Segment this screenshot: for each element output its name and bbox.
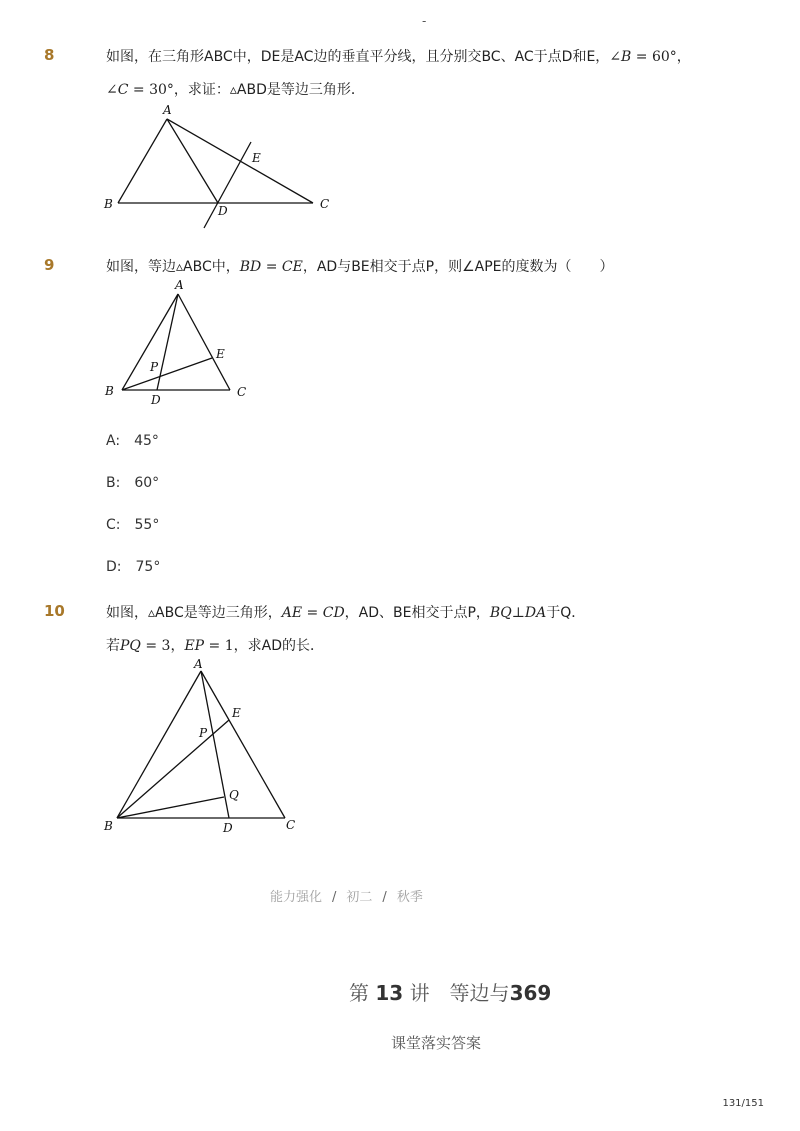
q9-segment-BE (122, 358, 212, 390)
q9-label-P: P (150, 360, 159, 374)
q9-math: CE (281, 259, 303, 275)
q8-label-D: D (218, 204, 228, 218)
footer-separator: / (382, 890, 387, 905)
q8-label-B: B (104, 197, 113, 211)
lecture-topic: 讲 等边与 (409, 981, 510, 1005)
figure-q9 (122, 294, 230, 390)
top-mark: - (422, 14, 427, 28)
q10-math: = 3 (140, 638, 171, 654)
q8-segment-AB (118, 119, 167, 203)
footer-meta-item: 初二 (346, 890, 373, 905)
q10-label-Q: Q (229, 788, 239, 802)
q10-label-P: P (199, 726, 208, 740)
q10-math: BQ (489, 605, 512, 621)
q10-text: ， (170, 638, 185, 654)
q10-math: AE (281, 605, 303, 621)
question-10-line-1 (106, 602, 585, 622)
q10-segment-AD (201, 671, 229, 818)
q10-text: ，AD、BE相交于点P， (344, 605, 490, 621)
question-9-number: 9 (44, 256, 55, 274)
q9-option-b[interactable] (106, 475, 159, 491)
q10-segment-AC (201, 671, 285, 818)
q9-text: 如图，等边▵ABC中， (106, 259, 240, 275)
q10-segment-BE (117, 720, 229, 818)
figure-q8 (118, 119, 313, 228)
q8-text: ，求证：▵ABD是等边三角形． (173, 82, 365, 98)
q10-label-B: B (104, 819, 113, 833)
footer-meta-item: 能力强化 (270, 890, 323, 905)
q10-label-D: D (223, 821, 233, 835)
q9-label-E: E (216, 347, 225, 361)
option-key: B: (106, 475, 121, 491)
q9-label-D: D (151, 393, 161, 407)
q10-math: DA (524, 605, 547, 621)
option-value: 60° (134, 475, 160, 491)
q8-text: ， (676, 49, 691, 65)
q8-label-A: A (163, 103, 172, 117)
q8-math: ∠C (106, 82, 129, 98)
q10-segment-AB (117, 671, 201, 818)
q9-label-B: B (105, 384, 114, 398)
q9-option-c[interactable] (106, 517, 159, 533)
answers-section-title: 课堂落实答案 (391, 1034, 482, 1052)
q9-label-C: C (237, 385, 247, 399)
q8-label-C: C (320, 197, 330, 211)
q10-text: ，求AD的长． (233, 638, 324, 654)
q10-math: CD (322, 605, 345, 621)
figure-q10 (117, 671, 285, 818)
q10-math: = (302, 605, 323, 621)
q9-label-A: A (175, 278, 184, 292)
q8-math: = 30° (128, 82, 174, 98)
q10-segment-BQ (117, 797, 224, 818)
q9-segment-AB (122, 294, 178, 390)
q9-math: BD (239, 259, 262, 275)
q10-label-A: A (194, 657, 203, 671)
q9-option-d[interactable] (106, 559, 160, 575)
q10-math: = 1 (204, 638, 234, 654)
question-10-line-2 (106, 635, 324, 655)
option-value: 45° (134, 433, 159, 449)
footer-meta-item: 秋季 (396, 890, 423, 905)
question-10-number: 10 (44, 602, 65, 620)
q8-text: 如图，在三角形ABC中，DE是AC边的垂直平分线，且分别交BC、AC于点D和E， (106, 49, 610, 65)
option-value: 75° (135, 559, 161, 575)
question-8-number: 8 (44, 46, 55, 64)
lecture-number: 13 (375, 981, 404, 1005)
q9-option-a[interactable] (106, 433, 159, 449)
option-value: 55° (134, 517, 160, 533)
question-9-text (106, 256, 614, 276)
q9-math: = (261, 259, 282, 275)
option-key: A: (106, 433, 121, 449)
lecture-title (349, 977, 551, 1006)
figure-q9-labels (104, 278, 246, 407)
footer-breadcrumb (270, 886, 423, 905)
q9-segment-AC (178, 294, 230, 390)
lecture-prefix: 第 (349, 981, 369, 1005)
q8-math: ∠B (609, 49, 632, 65)
lecture-topic-number: 369 (509, 981, 552, 1005)
q10-math: ⊥ (511, 605, 525, 621)
q9-segment-AD (157, 294, 178, 390)
option-key: C: (106, 517, 121, 533)
q8-label-E: E (252, 151, 261, 165)
q10-text: 于Q． (546, 605, 586, 621)
q8-segment-AD (167, 119, 218, 203)
footer-separator: / (332, 890, 337, 905)
q10-math: EP (184, 638, 205, 654)
q10-text: 如图，▵ABC是等边三角形， (106, 605, 282, 621)
q10-text: 若 (106, 638, 120, 654)
q9-text: ，AD与BE相交于点P，则∠APE的度数为（ ） (302, 259, 614, 275)
q10-label-C: C (286, 818, 296, 832)
q10-math: PQ (120, 638, 141, 654)
page-number: 131/151 (722, 1098, 764, 1109)
q10-label-E: E (232, 706, 241, 720)
option-key: D: (106, 559, 122, 575)
q8-math: = 60° (631, 49, 677, 65)
